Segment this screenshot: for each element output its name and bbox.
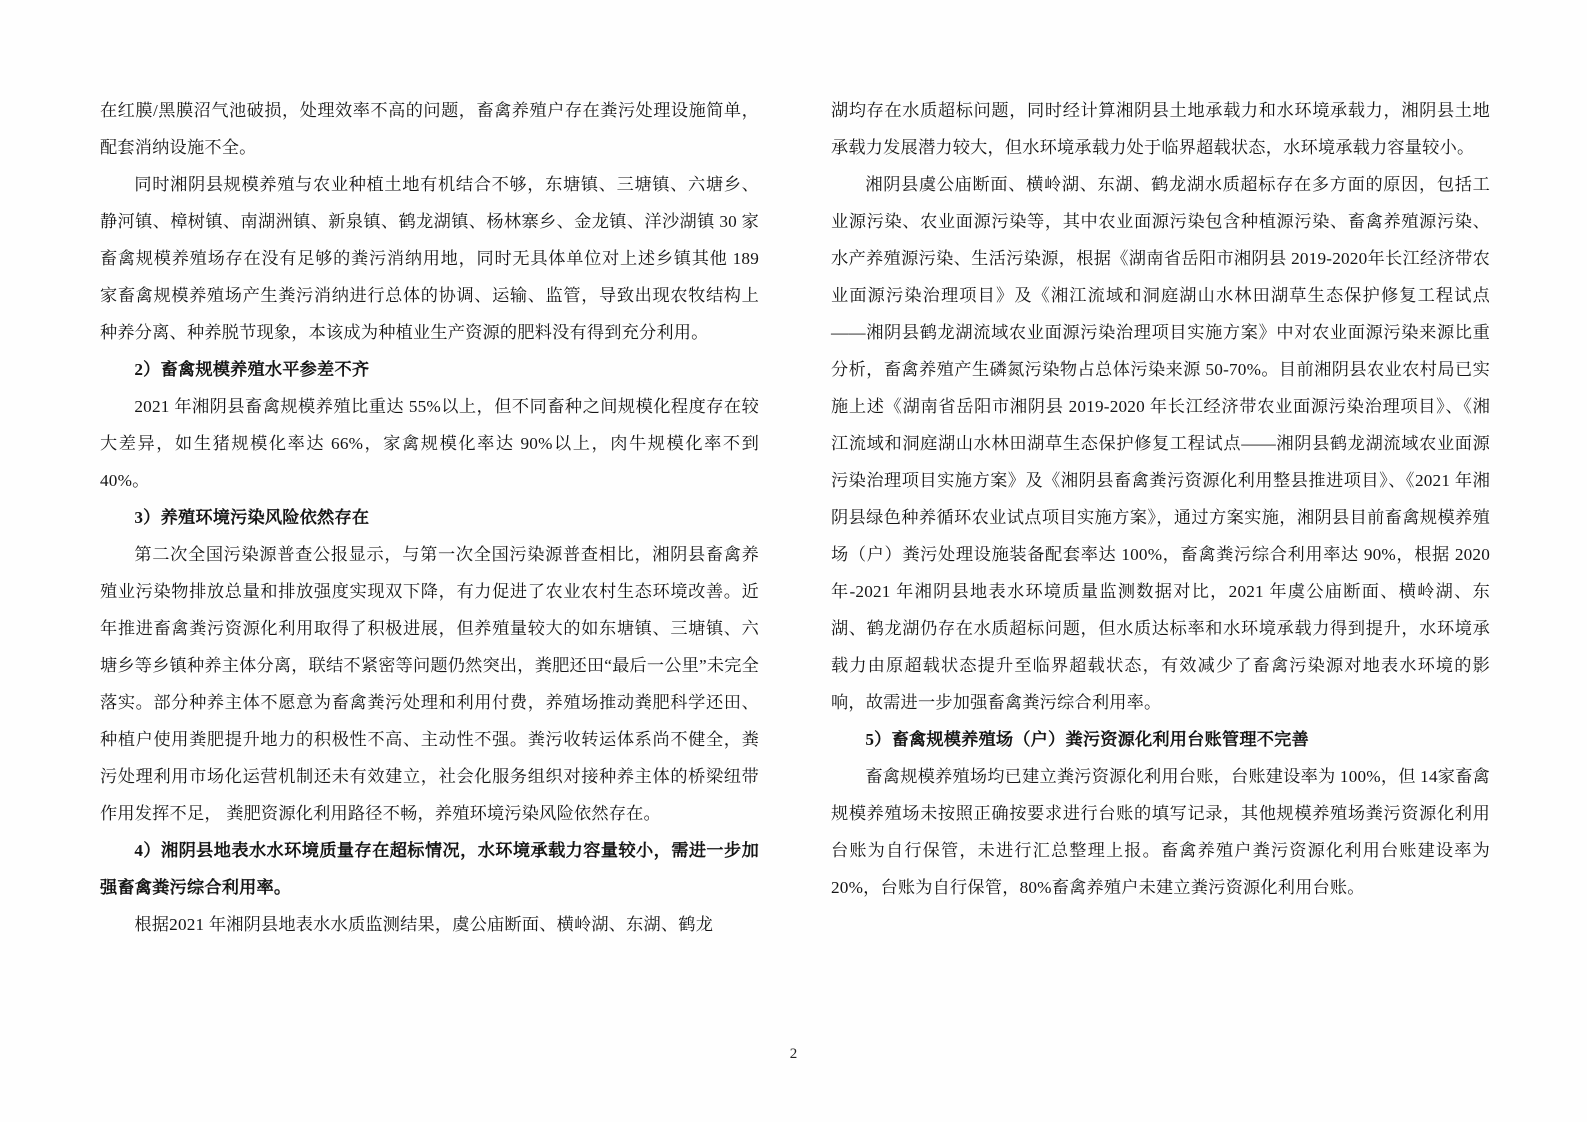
heading-2: 2）畜禽规模养殖水平参差不齐 <box>134 360 370 379</box>
para-3: 2021 年湘阴县畜禽规模养殖比重达 55%以上，但不同畜种之间规模化程度存在较大差异，如生猪规模化率达 66%，家禽规模化率达 90%以上，肉牛规模化率不到 40%。 <box>100 397 759 490</box>
para-4: 第二次全国污染源普查公报显示，与第一次全国污染源普查相比，湘阴县畜禽养殖业污染物排放总量和排放强度实现双下降，有力促进了农业农村生态环境改善。近年推进畜禽粪污资源化利用取得了积极进展，但养殖量较大的如东塘镇、三塘镇、六塘乡等乡镇种养主体分离，联结不紧密等问题仍然突出，粪肥还田“最后一公里”未完全落实。部分种养主体不愿意为畜禽粪污处理和利用付费，养殖场推动粪肥科学还田、种植户使用粪肥提升地力的积极性不高、主动性不强。粪污收转运体系尚不健全，粪污处理利用市场化运营机制还未有效建立，社会化服务组织对接种养主体的桥梁纽带作用发挥不足， 粪肥资源化利用路径不畅，养殖环境污染风险依然存在。 <box>100 545 759 823</box>
two-column-layout <box>100 92 1490 943</box>
para-6: 湖均存在水质超标问题，同时经计算湘阴县土地承载力和水环境承载力，湘阴县土地承载力发展潜力较大，但水环境承载力处于临界超载状态，水环境承载力容量较小。 <box>831 101 1490 157</box>
heading-3: 3）养殖环境污染风险依然存在 <box>134 508 370 527</box>
para-5: 根据2021 年湘阴县地表水水质监测结果，虞公庙断面、横岭湖、东湖、鹤龙 <box>134 915 714 934</box>
heading-4: 4）湘阴县地表水水环境质量存在超标情况，水环境承载力容量较小，需进一步加强畜禽粪污综合利用率。 <box>100 841 759 897</box>
right-column <box>831 92 1490 943</box>
page-number: 2 <box>789 1046 798 1062</box>
para-8: 畜禽规模养殖场均已建立粪污资源化利用台账，台账建设率为 100%，但 14家畜禽规模养殖场未按照正确按要求进行台账的填写记录，其他规模养殖场粪污资源化利用台账为自行保管，未进行汇总整理上报。畜禽养殖户粪污资源化利用台账建设率为 20%，台账为自行保管，80%畜禽养殖户未建立粪污资源化利用台账。 <box>831 767 1490 897</box>
left-column <box>100 92 759 943</box>
heading-5: 5）畜禽规模养殖场（户）粪污资源化利用台账管理不完善 <box>865 730 1309 749</box>
para-1: 在红膜/黑膜沼气池破损，处理效率不高的问题，畜禽养殖户存在粪污处理设施简单，配套消纳设施不全。 <box>100 101 759 157</box>
para-7: 湘阴县虞公庙断面、横岭湖、东湖、鹤龙湖水质超标存在多方面的原因，包括工业源污染、农业面源污染等，其中农业面源污染包含种植源污染、畜禽养殖源污染、水产养殖源污染、生活污染源，根据《湖南省岳阳市湘阴县 2019-2020年长江经济带农业面源污染治理项目》及《湘江流域和洞庭湖山水林田湖草生态保护修复工程试点——湘阴县鹤龙湖流域农业面源污染治理项目实施方案》中对农业面源污染来源比重分析，畜禽养殖产生磷氮污染物占总体污染来源 50-70%。目前湘阴县农业农村局已实施上述《湖南省岳阳市湘阴县 2019-2020 年长江经济带农业面源污染治理项目》、《湘江流域和洞庭湖山水林田湖草生态保护修复工程试点——湘阴县鹤龙湖流域农业面源污染治理项目实施方案》及《湘阴县畜禽粪污资源化利用整县推进项目》、《2021 年湘阴县绿色种养循环农业试点项目实施方案》，通过方案实施，湘阴县目前畜禽规模养殖场（户）粪污处理设施装备配套率达 100%，畜禽粪污综合利用率达 90%，根据 2020 年-2021 年湘阴县地表水环境质量监测数据对比，2021 年虞公庙断面、横岭湖、东湖、鹤龙湖仍存在水质超标问题，但水质达标率和水环境承载力得到提升，水环境承载力由原超载状态提升至临界超载状态，有效减少了畜禽污染源对地表水环境的影响，故需进一步加强畜禽粪污综合利用率。 <box>831 175 1490 712</box>
para-2: 同时湘阴县规模养殖与农业种植土地有机结合不够，东塘镇、三塘镇、六塘乡、静河镇、樟树镇、南湖洲镇、新泉镇、鹤龙湖镇、杨林寨乡、金龙镇、洋沙湖镇 30 家畜禽规模养殖场存在没有足够的粪污消纳用地，同时无具体单位对上述乡镇其他 189 家畜禽规模养殖场产生粪污消纳进行总体的协调、运输、监管，导致出现农牧结构上种养分离、种养脱节现象，本该成为种植业生产资源的肥料没有得到充分利用。 <box>100 175 759 342</box>
